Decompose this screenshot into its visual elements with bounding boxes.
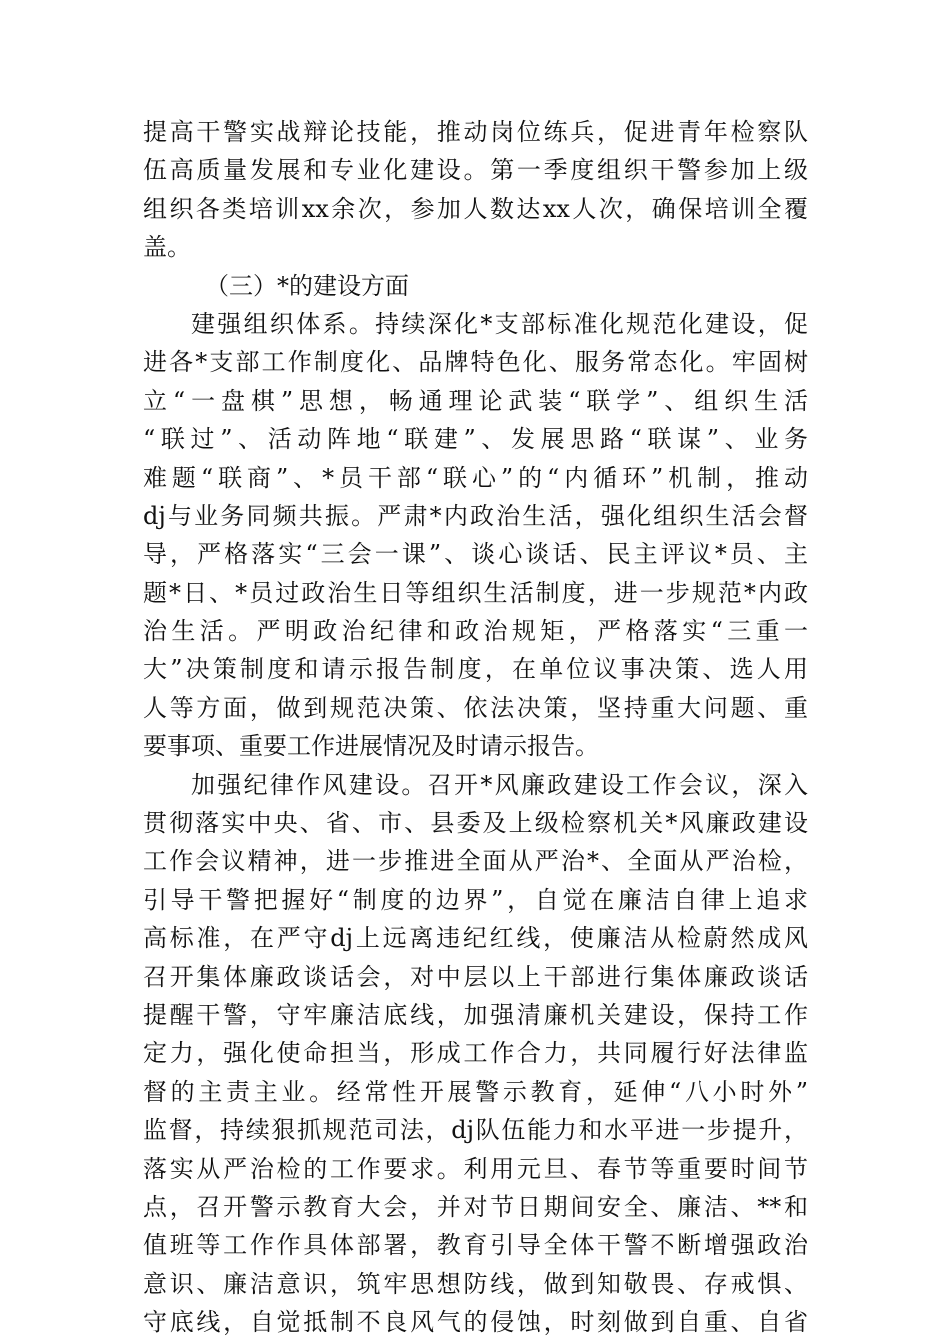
text-line: 点，召开警示教育大会，并对节日期间安全、廉洁、**和 — [143, 1192, 808, 1221]
text-line: 意识、廉洁意识，筑牢思想防线，做到知敬畏、存戒惧、 — [143, 1269, 808, 1298]
text-line: 要事项、重要工作进展情况及时请示报告。 — [143, 732, 599, 761]
text-line: 高标准，在严守dj上远离违纪红线，使廉洁从检蔚然成风 — [143, 924, 808, 953]
text-line: 工作会议精神，进一步推进全面从严治*、全面从严治检， — [143, 847, 808, 876]
text-line: 定力，强化使命担当，形成工作合力，共同履行好法律监 — [143, 1039, 808, 1068]
text-line: 题*日、*员过政治生日等组织生活制度，进一步规范*内政 — [143, 578, 808, 607]
text-line: 大”决策制度和请示报告制度，在单位议事决策、选人用 — [143, 655, 808, 684]
text-line: 难题“联商”、*员干部“联心”的“内循环”机制，推动 — [143, 463, 808, 492]
text-line: 监督，持续狠抓规范司法，dj队伍能力和水平进一步提升， — [143, 1116, 808, 1145]
text-line: 落实从严治检的工作要求。利用元旦、春节等重要时间节 — [143, 1154, 808, 1183]
text-line: 贯彻落实中央、省、市、县委及上级检察机关*风廉政建设 — [143, 809, 808, 838]
text-line: 盖。 — [143, 233, 191, 262]
text-line: “联过”、活动阵地“联建”、发展思路“联谋”、业务 — [143, 425, 808, 454]
text-line: 人等方面，做到规范决策、依法决策，坚持重大问题、重 — [143, 693, 808, 722]
text-line: 守底线，自觉抵制不良风气的侵蚀，时刻做到自重、自省 — [143, 1308, 808, 1337]
text-line: 加强纪律作风建设。召开*风廉政建设工作会议，深入 — [191, 770, 808, 799]
body-text — [143, 113, 808, 1342]
text-line: 治生活。严明政治纪律和政治规矩，严格落实“三重一 — [143, 617, 808, 646]
text-line: 值班等工作作具体部署，教育引导全体干警不断增强政治 — [143, 1231, 808, 1260]
text-line: 建强组织体系。持续深化*支部标准化规范化建设，促 — [191, 309, 808, 338]
text-line: 伍高质量发展和专业化建设。第一季度组织干警参加上级 — [143, 156, 808, 185]
text-line: 进各*支部工作制度化、品牌特色化、服务常态化。牢固树 — [143, 348, 808, 377]
text-line: 导，严格落实“三会一课”、谈心谈话、民主评议*员、主 — [143, 540, 808, 569]
text-line: 召开集体廉政谈话会，对中层以上干部进行集体廉政谈话 — [143, 962, 808, 991]
text-line: 组织各类培训xx余次，参加人数达xx人次，确保培训全覆 — [143, 194, 808, 223]
text-line: 引导干警把握好“制度的边界”，自觉在廉洁自律上追求 — [143, 885, 808, 914]
text-line: dj与业务同频共振。严肃*内政治生活，强化组织生活会督 — [143, 501, 808, 530]
text-line: 提醒干警，守牢廉洁底线，加强清廉机关建设，保持工作 — [143, 1000, 808, 1029]
text-line: 提高干警实战辩论技能，推动岗位练兵，促进青年检察队 — [143, 118, 808, 146]
text-line: 督的主责主业。经常性开展警示教育，延伸“八小时外” — [143, 1077, 808, 1106]
text-line: 立“一盘棋”思想，畅通理论武装“联学”、组织生活 — [143, 386, 808, 415]
section-heading: （三）*的建设方面 — [205, 271, 409, 300]
